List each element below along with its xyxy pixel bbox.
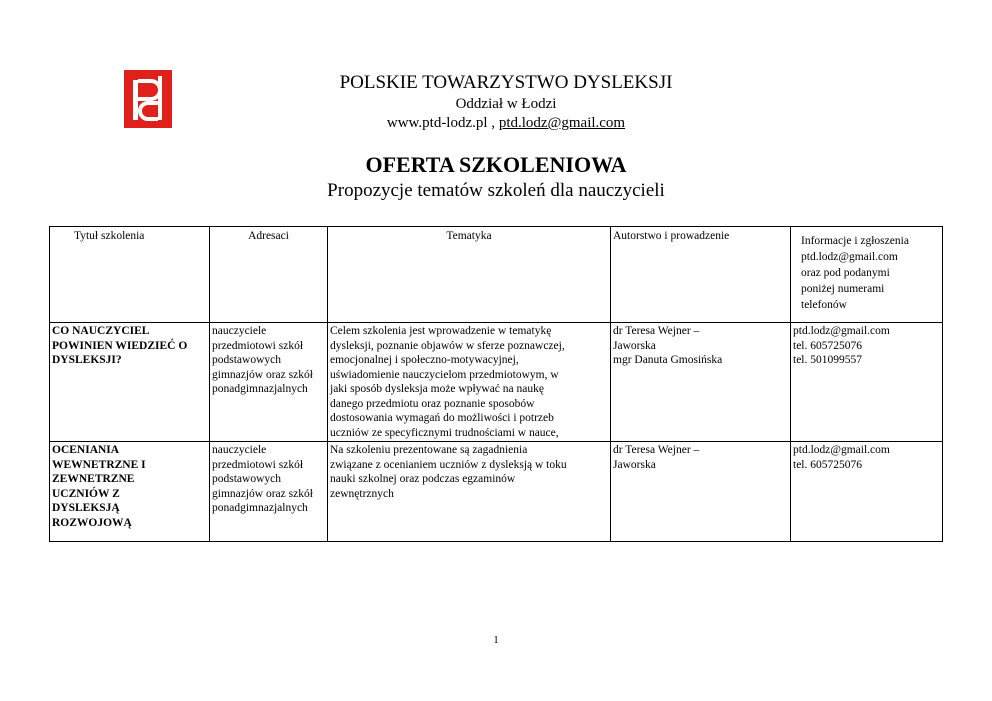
table-row bbox=[50, 323, 943, 442]
addressee-line: ponadgimnazjalnych bbox=[212, 502, 308, 514]
topic-line: dostosowania wymagań do możliwości i potrzeb bbox=[330, 412, 554, 424]
topic-line: Celem szkolenia jest wprowadzenie w tematykę bbox=[330, 325, 552, 337]
org-branch: Oddział w Łodzi bbox=[455, 96, 557, 112]
topic-line: uświadomienie nauczycielom przedmiotowym, w bbox=[330, 368, 559, 381]
author-line: Jaworska bbox=[613, 339, 656, 352]
contact-phone: tel. 605725076 bbox=[793, 339, 862, 352]
title-line: WEWNETRZNE I bbox=[52, 458, 146, 471]
contact-phone: tel. 605725076 bbox=[793, 458, 862, 471]
addressee-line: ponadgimnazjalnych bbox=[212, 383, 308, 395]
addressee-line: nauczyciele bbox=[212, 444, 267, 456]
addressee-line: podstawowych bbox=[212, 473, 281, 485]
training-authors bbox=[611, 323, 791, 442]
topic-line: uczniów ze specyficznymi trudnościami w nauce, bbox=[330, 426, 559, 439]
topic-line: Na szkoleniu prezentowane są zagadnienia bbox=[330, 444, 528, 456]
table-header-row bbox=[50, 227, 943, 323]
author-line: mgr Danuta Gmosińska bbox=[613, 354, 723, 366]
training-table bbox=[49, 226, 943, 542]
title-line: UCZNIÓW Z bbox=[52, 487, 120, 500]
training-authors bbox=[611, 442, 791, 542]
addressee-line: podstawowych bbox=[212, 354, 281, 366]
page-number: 1 bbox=[493, 634, 499, 646]
author-line: dr Teresa Wejner – bbox=[613, 444, 700, 456]
contact-phone: tel. 501099557 bbox=[793, 354, 862, 366]
addressee-line: przedmiotowi szkół bbox=[212, 458, 304, 471]
author-line: Jaworska bbox=[613, 458, 656, 471]
training-contact bbox=[791, 323, 943, 442]
addressee-line: nauczyciele bbox=[212, 325, 267, 337]
addressee-line: gimnazjów oraz szkół bbox=[212, 368, 313, 381]
topic-line: zewnętrznych bbox=[330, 487, 394, 500]
training-addressees bbox=[210, 323, 328, 442]
header-addressees: Adresaci bbox=[210, 227, 328, 323]
training-addressees bbox=[210, 442, 328, 542]
header-topics: Tematyka bbox=[328, 227, 611, 323]
title-line: ZEWNETRZNE bbox=[52, 473, 135, 485]
document-title: OFERTA SZKOLENIOWA bbox=[365, 152, 627, 177]
topic-line: związane z ocenianiem uczniów z dysleksją w toku bbox=[330, 458, 567, 471]
title-line: DYSLEKSJI? bbox=[52, 354, 122, 366]
title-line: DYSLEKSJĄ bbox=[52, 502, 120, 514]
addressee-line: przedmiotowi szkół bbox=[212, 339, 304, 352]
training-title bbox=[50, 442, 210, 542]
training-contact bbox=[791, 442, 943, 542]
title-line: OCENIANIA bbox=[52, 444, 120, 456]
contact-email[interactable]: ptd.lodz@gmail.com bbox=[793, 444, 890, 456]
training-topics bbox=[328, 323, 611, 442]
training-topics bbox=[328, 442, 611, 542]
org-name: POLSKIE TOWARZYSTWO DYSLEKSJI bbox=[339, 72, 673, 93]
header-title: Tytuł szkolenia bbox=[50, 227, 210, 323]
header-info-line: Informacje i zgłoszenia bbox=[801, 235, 909, 247]
topic-line: nauki szkolnej oraz podczas egzaminów bbox=[330, 473, 516, 485]
document-subtitle: Propozycje tematów szkoleń dla nauczycieli bbox=[327, 180, 665, 201]
email-link[interactable]: ptd.lodz@gmail.com bbox=[498, 115, 626, 131]
topic-line: emocjonalnej i społeczno-motywacyjnej, bbox=[330, 354, 519, 366]
header-info bbox=[791, 227, 943, 323]
topic-line: dysleksji, poznanie objawów w sferze poznawczej, bbox=[330, 339, 565, 352]
topic-line: danego przedmiotu oraz poznanie sposobów bbox=[330, 397, 535, 410]
org-contact bbox=[10, 115, 992, 132]
header-info-line: ptd.lodz@gmail.com bbox=[801, 251, 898, 263]
contact-email[interactable]: ptd.lodz@gmail.com bbox=[793, 325, 890, 337]
title-line: ROZWOJOWĄ bbox=[52, 516, 132, 529]
title-line: POWINIEN WIEDZIEĆ O bbox=[52, 339, 188, 352]
header-info-line: telefonów bbox=[801, 299, 847, 311]
training-title bbox=[50, 323, 210, 442]
addressee-line: gimnazjów oraz szkół bbox=[212, 487, 313, 500]
title-line: CO NAUCZYCIEL bbox=[52, 325, 150, 337]
header-info-line: poniżej numerami bbox=[801, 283, 885, 295]
header-authors: Autorstwo i prowadzenie bbox=[611, 227, 791, 323]
topic-line: jaki sposób dysleksja może wpływać na naukę bbox=[330, 383, 544, 395]
author-line: dr Teresa Wejner – bbox=[613, 325, 700, 337]
website-link[interactable]: www.ptd-lodz.pl , bbox=[386, 115, 496, 131]
header-info-line: oraz pod podanymi bbox=[801, 267, 890, 279]
table-row bbox=[50, 442, 943, 542]
